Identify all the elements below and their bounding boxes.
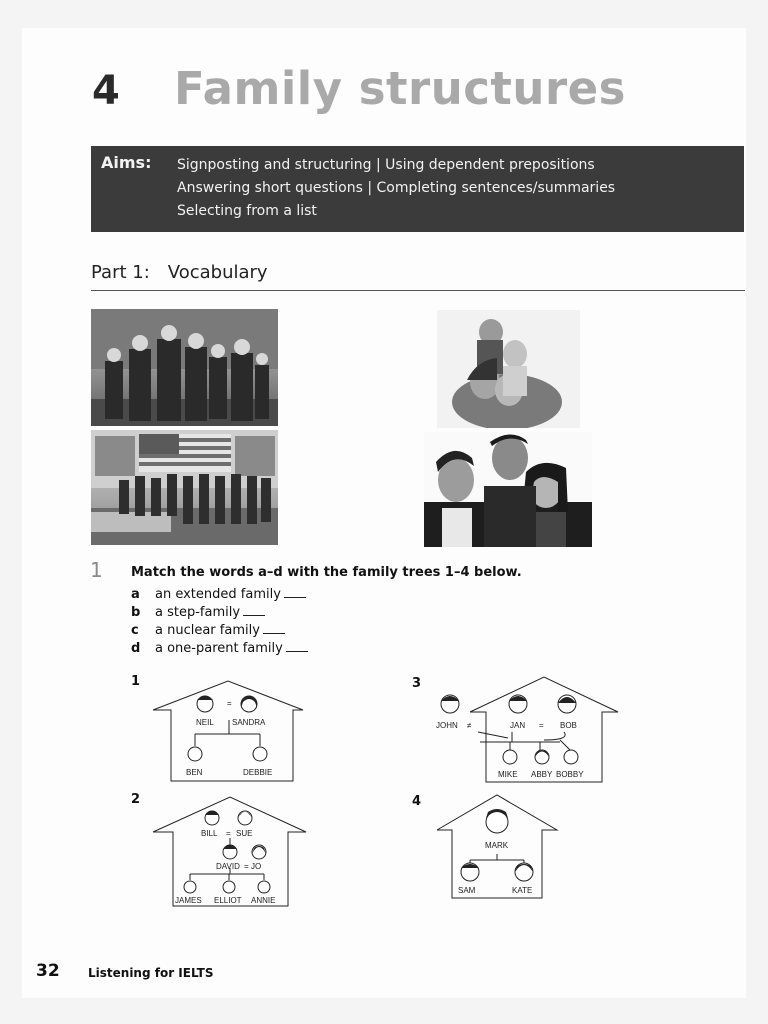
face-icon xyxy=(564,750,578,764)
union-symbol: = xyxy=(539,721,544,730)
answer-blank[interactable] xyxy=(284,597,306,598)
option-text: a nuclear family xyxy=(155,623,260,638)
person-name: ELLIOT xyxy=(214,896,242,905)
tree-number-4: 4 xyxy=(412,794,422,809)
person-name: DEBBIE xyxy=(243,768,273,777)
option-b xyxy=(131,605,265,620)
aims-label: Aims: xyxy=(101,153,152,172)
person-name: JO xyxy=(251,862,262,871)
chapter-title: Family structures xyxy=(174,62,626,115)
family-tree-3 xyxy=(434,676,620,784)
page-number: 32 xyxy=(36,961,60,981)
heading-divider xyxy=(91,290,745,291)
divorce-symbol: ≠ xyxy=(467,721,472,730)
face-icon xyxy=(252,845,266,859)
photo-art xyxy=(91,309,278,426)
face-icon xyxy=(223,881,235,893)
option-letter: a xyxy=(131,587,140,602)
tree-number-3: 3 xyxy=(412,676,422,691)
person-name: SUE xyxy=(236,829,253,838)
family-tree-1 xyxy=(152,680,306,784)
photo-extended-family-outdoors xyxy=(91,309,278,426)
answer-blank[interactable] xyxy=(286,651,308,652)
photo-three-people xyxy=(424,432,592,547)
answer-blank[interactable] xyxy=(243,615,265,616)
option-text: an extended family xyxy=(155,587,281,602)
aims-line: Signposting and structuring | Using dependent prepositions xyxy=(177,157,595,173)
person-name: BOBBY xyxy=(556,770,584,779)
option-letter: d xyxy=(131,641,141,656)
part-name: Vocabulary xyxy=(167,262,268,283)
exercise-instruction: Match the words a–d with the family trees 1–4 below. xyxy=(131,565,522,580)
person-name: JAN xyxy=(510,721,526,730)
person-name: SANDRA xyxy=(232,718,266,727)
photo-art xyxy=(424,432,592,547)
person-name: SAM xyxy=(458,886,476,895)
person-name: DAVID xyxy=(216,862,240,871)
person-name: BOB xyxy=(560,721,577,730)
tree-number-2: 2 xyxy=(131,792,141,807)
face-icon xyxy=(238,811,252,825)
person-name: MARK xyxy=(485,841,509,850)
photo-family-reunion-flag xyxy=(91,430,278,545)
aims-line: Answering short questions | Completing sentences/summaries xyxy=(177,180,616,196)
person-name: ANNIE xyxy=(251,896,276,905)
union-symbol: = xyxy=(227,699,232,708)
option-text: a step-family xyxy=(155,605,241,620)
person-name: JOHN xyxy=(436,721,458,730)
person-name: ABBY xyxy=(531,770,553,779)
aims-box xyxy=(91,146,744,232)
person-name: KATE xyxy=(512,886,533,895)
union-symbol: = xyxy=(226,829,231,838)
option-c xyxy=(131,623,285,638)
photo-art xyxy=(437,310,580,428)
part-label: Part 1: xyxy=(91,262,150,283)
face-icon xyxy=(503,750,517,764)
family-tree-4 xyxy=(436,794,560,900)
photo-family-piggyback xyxy=(437,310,580,428)
person-name: NEIL xyxy=(196,718,214,727)
face-icon xyxy=(258,881,270,893)
option-a xyxy=(131,587,306,602)
answer-blank[interactable] xyxy=(263,633,285,634)
book-title: Listening for IELTS xyxy=(88,966,214,980)
chapter-number: 4 xyxy=(92,68,120,114)
person-name: JAMES xyxy=(175,896,202,905)
photo-art xyxy=(91,430,278,545)
option-letter: b xyxy=(131,605,141,620)
family-tree-2 xyxy=(152,796,308,908)
person-name: BILL xyxy=(201,829,218,838)
face-icon xyxy=(188,747,202,761)
face-icon xyxy=(184,881,196,893)
aims-list xyxy=(177,154,615,223)
aims-line: Selecting from a list xyxy=(177,203,317,219)
person-name: BEN xyxy=(186,768,203,777)
section-heading xyxy=(91,262,268,283)
person-name: MIKE xyxy=(498,770,518,779)
option-text: a one-parent family xyxy=(155,641,283,656)
face-icon xyxy=(253,747,267,761)
exercise-number: 1 xyxy=(90,558,103,582)
tree-number-1: 1 xyxy=(131,674,141,689)
option-d xyxy=(131,641,308,656)
union-symbol: = xyxy=(244,862,249,871)
option-letter: c xyxy=(131,623,139,638)
